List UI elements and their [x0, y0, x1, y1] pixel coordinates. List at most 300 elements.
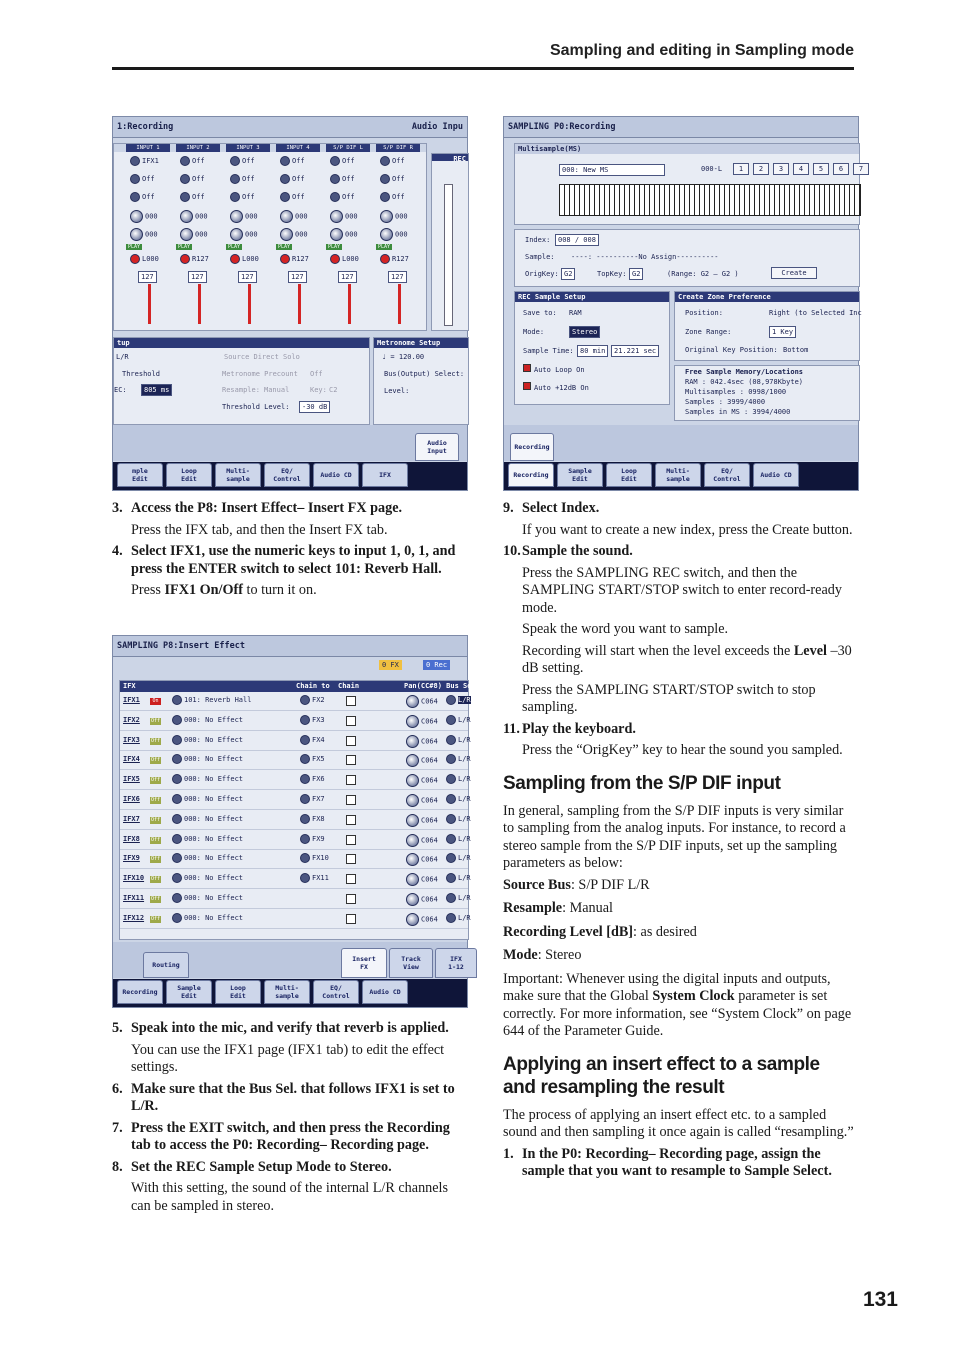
tab-eq-control[interactable]: EQ/ Control [264, 463, 310, 487]
param-recording-level: Recording Level [dB]: as desired [503, 923, 697, 940]
input-mixer-panel [113, 143, 427, 331]
select-arrow-icon [300, 853, 310, 863]
rec-sample-setup-panel: REC Sample Setup Save to: RAM Mode: Stereo Sample Time: 80 min 21.221 sec Auto Loop On Auto +12dB On [514, 291, 670, 405]
mixer-cell[interactable]: 000 [380, 210, 408, 223]
ifx-effect-select[interactable]: 000: No Effect [172, 814, 243, 824]
knob-icon [230, 156, 240, 166]
ifx-on-off-button[interactable]: Off [150, 777, 161, 784]
row-divider [120, 908, 468, 909]
tab-ifx-1-12[interactable]: IFX 1-12 [435, 948, 477, 978]
ms-number-button[interactable]: 3 [773, 163, 789, 175]
tab-multi-sample[interactable]: Multi- sample [655, 463, 701, 487]
chain-checkbox[interactable] [346, 736, 356, 746]
tab-recording[interactable]: Recording [117, 980, 163, 1004]
level-fader[interactable] [148, 284, 151, 324]
tab-audio-cd[interactable]: Audio CD [753, 463, 799, 487]
play-indicator: PLAY [378, 244, 391, 250]
select-arrow-icon [300, 715, 310, 725]
tab-mple-edit[interactable]: mple Edit [117, 463, 163, 487]
row-divider [120, 809, 468, 810]
chain-checkbox[interactable] [346, 775, 356, 785]
ifx-on-off-button[interactable]: Off [150, 896, 161, 902]
pan-value[interactable]: L000 [230, 254, 259, 264]
pan-knob-icon [406, 814, 419, 827]
chain-to-select[interactable]: FX4 [300, 735, 325, 745]
knob-icon [230, 192, 240, 202]
tab-eq-control[interactable]: EQ/ Control [704, 463, 750, 487]
mixer-cell[interactable]: Off [280, 192, 305, 202]
step-10-body-2: Speak the word you want to sample. [522, 621, 729, 637]
ifx-name: IFX2 [123, 715, 140, 724]
ifx-name: IFX8 [123, 834, 140, 843]
ifx-on-off-button[interactable]: Off [150, 856, 161, 863]
step-5-title: 5. Speak into the mic, and verify that reverb is applied. [112, 1020, 449, 1036]
heading-insert-resample: Applying an insert effect to a sample and resampling the result [503, 1053, 820, 1098]
ifx-name: IFX9 [123, 854, 140, 863]
knob-icon [380, 192, 390, 202]
tab-routing[interactable]: Routing [143, 952, 189, 978]
param-resample: Resample: Manual [503, 900, 613, 916]
upper-tab-strip [504, 425, 858, 461]
pan-knob-icon [406, 913, 419, 926]
pan-knob-icon [330, 254, 340, 264]
mixer-cell[interactable]: 000 [230, 210, 258, 223]
mixer-cell[interactable]: Off [230, 192, 255, 202]
mixer-cell[interactable]: Off [280, 174, 305, 184]
play-indicator: PLAY [178, 244, 191, 250]
knob-icon [130, 192, 140, 202]
chain-to-select[interactable]: FX5 [300, 754, 325, 764]
pan-value[interactable]: C064 [406, 913, 438, 926]
ifx-name: IFX4 [123, 755, 140, 764]
left-text-column [112, 500, 468, 604]
select-arrow-icon [172, 873, 182, 883]
tab-audio-cd[interactable]: Audio CD [313, 463, 359, 487]
mixer-cell[interactable]: Off [230, 156, 255, 166]
memory-row: Samples in MS : 3994/4000 [685, 408, 791, 416]
ms-number-button[interactable]: 2 [753, 163, 769, 175]
pan-knob-icon [280, 254, 290, 264]
select-arrow-icon [172, 794, 182, 804]
tab-multi-sample[interactable]: Multi- sample [264, 980, 310, 1004]
ifx-effect-select[interactable]: 000: No Effect [172, 715, 243, 725]
level-value[interactable]: 127 [188, 271, 207, 283]
bus-select[interactable]: L/R [446, 893, 471, 903]
chain-checkbox[interactable] [346, 894, 356, 904]
level-fader[interactable] [248, 284, 251, 324]
knob-icon [180, 174, 190, 184]
create-button[interactable]: Create [771, 267, 817, 279]
play-indicator: PLAY [278, 244, 291, 250]
chain-checkbox[interactable] [346, 795, 356, 805]
important-note: Important: Whenever using the digital inputs and outputs, make sure that the Global System Clock parameter is set correctly. For more information, see “System Clock” on page 644 of the Parameter Guide. [503, 970, 852, 1039]
step-6-title: 6. Make sure that the Bus Sel. that follows IFX1 is set to L/R. [112, 1080, 455, 1114]
ifx-on-off-button[interactable]: Off [150, 737, 161, 744]
row-divider [120, 789, 468, 790]
select-arrow-icon [300, 794, 310, 804]
level-fader[interactable] [348, 284, 351, 324]
chain-checkbox[interactable] [346, 835, 356, 845]
select-arrow-icon [300, 695, 310, 705]
mixer-cell[interactable]: Off [330, 156, 355, 166]
pan-value[interactable]: L000 [330, 254, 359, 264]
step-4-body: Press IFX1 On/Off to turn it on. [131, 582, 317, 598]
bus-select[interactable]: L/R [446, 695, 471, 705]
ifx-on-off-button[interactable]: Off [150, 816, 161, 823]
knob-icon [230, 228, 243, 241]
mixer-cell[interactable]: Off [180, 192, 205, 202]
knob-icon [330, 210, 343, 223]
ms-number-button[interactable]: 7 [853, 163, 869, 175]
mixer-cell[interactable]: Off [180, 156, 205, 166]
pan-knob-icon [406, 794, 419, 807]
tab-eq-control[interactable]: EQ/ Control [313, 980, 359, 1004]
tab-recording[interactable]: Recording [508, 463, 554, 487]
select-arrow-icon [172, 754, 182, 764]
select-arrow-icon [446, 853, 456, 863]
tab-sample-edit[interactable]: Sample Edit [166, 980, 212, 1004]
tab-sample-edit[interactable]: Sample Edit [557, 463, 603, 487]
mixer-cell[interactable]: Off [330, 174, 355, 184]
input-header: S/P DIF L [326, 144, 370, 152]
row-divider [120, 928, 468, 929]
tab-track-view[interactable]: Track View [389, 948, 433, 978]
tab-insert-fx[interactable]: Insert FX [341, 948, 387, 978]
knob-icon [380, 228, 393, 241]
pan-knob-icon [406, 735, 419, 748]
pan-value[interactable]: C064 [406, 853, 438, 866]
ifx-on-off-button[interactable]: Off [150, 717, 161, 724]
row-divider [120, 849, 468, 850]
mixer-cell[interactable]: 000 [280, 210, 308, 223]
step-4-title: 4. Select IFX1, use the numeric keys to input 1, 0, 1, and press the ENTER switch to select 101: Reverb Hall. [112, 543, 456, 577]
create-zone-panel: Create Zone Preference Position: Right (to Selected Inc Zone Range: 1 Key Original Key Position: Bottom [674, 291, 860, 361]
knob-icon [380, 156, 390, 166]
pan-knob-icon [406, 834, 419, 847]
pan-value[interactable]: C064 [406, 754, 438, 767]
pan-knob-icon [230, 254, 240, 264]
select-arrow-icon [172, 913, 182, 923]
tab-multi-sample[interactable]: Multi- sample [215, 463, 261, 487]
ifx-effect-select[interactable]: 000: No Effect [172, 794, 243, 804]
mixer-cell[interactable]: Off [380, 192, 405, 202]
mixer-cell[interactable]: Off [230, 174, 255, 184]
setup-panel: tup L/R Source Direct Solo Threshold Metronome Precount Off EC: 805 ms Resample: Manual Key: C2 Threshold Level: -30 dB [113, 337, 370, 425]
knob-icon [230, 174, 240, 184]
ifx-on-off-button[interactable]: Off [150, 797, 161, 803]
bus-select[interactable]: L/R [446, 834, 471, 844]
ifx-name: IFX12 [123, 913, 145, 922]
bus-select[interactable]: L/R [446, 774, 471, 784]
pan-value[interactable]: R127 [180, 254, 209, 264]
legend-off: 0 Rec [423, 660, 450, 670]
step-7-title: 7. Press the EXIT switch, and then press the Recording tab to access the P0: Recording– Recording page. [112, 1119, 450, 1153]
chain-to-select[interactable]: FX2 [300, 695, 325, 705]
mixer-cell[interactable]: 000 [130, 210, 158, 223]
knob-icon [280, 228, 293, 241]
mixer-cell[interactable]: Off [130, 192, 155, 202]
knob-icon [130, 156, 140, 166]
mixer-cell[interactable]: 000 [230, 228, 258, 241]
pan-knob-icon [180, 254, 190, 264]
knob-icon [280, 156, 290, 166]
insert-intro: The process of applying an insert effect etc. to a sampled sound and then sampling it once again is called “resampling.” [503, 1106, 854, 1140]
header-rule [112, 67, 854, 70]
ifx-name: IFX11 [123, 894, 145, 902]
ifx-effect-select[interactable]: 000: No Effect [172, 853, 243, 863]
screen-title: SAMPLING P0:Recording [504, 117, 858, 138]
memory-row: Multisamples : 0998/1000 [685, 388, 787, 396]
tab-audio-input[interactable]: Audio Input [415, 433, 459, 461]
select-arrow-icon [446, 754, 456, 764]
knob-icon [130, 174, 140, 184]
select-arrow-icon [300, 774, 310, 784]
ifx-effect-select[interactable]: 000: No Effect [172, 774, 243, 784]
level-value[interactable]: 127 [288, 271, 307, 283]
level-fader[interactable] [398, 284, 401, 324]
chain-to-select[interactable]: FX6 [300, 774, 325, 784]
step-9-title: 9. Select Index. [503, 500, 600, 516]
row-divider [120, 769, 468, 770]
knob-icon [230, 210, 243, 223]
ifx-name: IFX10 [123, 874, 145, 883]
mixer-cell[interactable]: 000 [180, 228, 208, 241]
mixer-cell[interactable]: 000 [130, 228, 158, 241]
ifx-on-off-button[interactable]: Off [150, 915, 161, 922]
select-arrow-icon [446, 893, 456, 903]
mixer-cell[interactable]: 000 [180, 210, 208, 223]
step-3-title: 3. Access the P8: Insert Effect– Insert FX page. [112, 500, 403, 516]
mixer-cell[interactable]: 000 [280, 228, 308, 241]
bus-select[interactable]: L/R [446, 913, 471, 923]
select-arrow-icon [172, 814, 182, 824]
rec-meter: REC [431, 153, 469, 331]
ifx-name: IFX6 [123, 795, 140, 803]
step-11-title: 11. Play the keyboard. [503, 720, 636, 737]
play-indicator: PLAY [128, 244, 141, 250]
ifx-panel: IFX Chain to Chain Pan(CC#8) Bus Sel IFX1 On 101: Reverb Hall FX2 C064 L/R IFX2 Off 000: No Effect FX3 C064 L/R IFX3 Off 000: No Effect FX4 C064 L/R IFX4 Off 000: No Effect FX5 C064 L/R IFX5 Off 000: No Effect FX6 C064 L/R IFX6 Off 000: No Effect FX7 C064 L/R IFX7 Off 000: No Effect FX8 C064 L/R IFX8 Off 000: No Effect FX9 C064 L/R IFX9 Off 000: No Effect FX10 C064 L/R IFX10 Off 000: No Effect FX11 C064 L/R IFX11 Off 000: No Effect C064 L/R IFX12 Off 000: No Effect C064 L/R [119, 680, 469, 940]
chain-checkbox[interactable] [346, 874, 356, 884]
knob-icon [330, 156, 340, 166]
knob-icon [380, 174, 390, 184]
level-value[interactable]: 127 [238, 271, 257, 283]
ifx-on-off-button[interactable]: On [150, 698, 161, 705]
screenshot-audio-input [112, 116, 468, 491]
knob-icon [180, 228, 193, 241]
bus-select[interactable]: L/R [446, 715, 471, 725]
ifx-on-off-button[interactable]: Off [150, 876, 161, 883]
ifx-effect-select[interactable]: 101: Reverb Hall [172, 695, 251, 705]
row-divider [120, 888, 468, 889]
row-divider [120, 730, 468, 731]
tab-loop-edit[interactable]: Loop Edit [166, 463, 212, 487]
screen-title: 1:Recording Audio Inpu [113, 117, 467, 138]
step-10-title: 10. Sample the sound. [503, 543, 633, 559]
pan-value[interactable]: L000 [130, 254, 159, 264]
mixer-cell[interactable]: 000 [380, 228, 408, 241]
input-header: INPUT 4 [276, 144, 320, 152]
chain-checkbox[interactable] [346, 815, 356, 825]
knob-icon [280, 174, 290, 184]
knob-icon [130, 228, 143, 241]
pan-value[interactable]: C064 [406, 774, 438, 787]
chain-to-select[interactable]: FX10 [300, 853, 329, 863]
level-value[interactable]: 127 [138, 271, 157, 283]
chain-checkbox[interactable] [346, 914, 356, 924]
play-indicator: PLAY [328, 244, 341, 250]
knob-icon [280, 210, 293, 223]
right-text-column [503, 500, 855, 1185]
tab-loop-edit[interactable]: Loop Edit [606, 463, 652, 487]
knob-icon [330, 228, 343, 241]
pan-value[interactable]: C064 [406, 735, 438, 748]
select-arrow-icon [446, 873, 456, 883]
pan-value[interactable]: C064 [406, 873, 438, 886]
row-divider [120, 829, 468, 830]
pan-value[interactable]: C064 [406, 834, 438, 847]
chain-to-select[interactable]: FX7 [300, 794, 325, 804]
input-header: INPUT 2 [176, 144, 220, 152]
chain-to-select[interactable]: FX11 [300, 873, 329, 883]
level-value[interactable]: 127 [388, 271, 407, 283]
mixer-cell[interactable]: 000 [330, 228, 358, 241]
tab-recording-sub[interactable]: Recording [510, 433, 554, 461]
param-mode: Mode: Stereo [503, 947, 582, 963]
knob-icon [330, 174, 340, 184]
step-3-body: Press the IFX tab, and then the Insert FX tab. [131, 521, 388, 538]
pan-value[interactable]: C064 [406, 893, 438, 906]
mixer-cell[interactable]: Off [180, 174, 205, 184]
select-arrow-icon [300, 735, 310, 745]
ifx-effect-select[interactable]: 000: No Effect [172, 834, 243, 844]
pan-knob-icon [406, 873, 419, 886]
ifx-name: IFX1 [123, 696, 140, 704]
keyboard-display [559, 184, 861, 216]
pan-knob-icon [380, 254, 390, 264]
upper-tab-strip [113, 942, 467, 978]
select-arrow-icon [300, 754, 310, 764]
select-arrow-icon [172, 715, 182, 725]
play-indicator: PLAY [228, 244, 241, 250]
pan-value[interactable]: R127 [280, 254, 309, 264]
level-fader[interactable] [298, 284, 301, 324]
mixer-cell[interactable]: Off [330, 192, 355, 202]
bus-select[interactable]: L/R [446, 794, 471, 804]
param-source-bus: Source Bus: S/P DIF L/R [503, 876, 650, 893]
ms-number-button[interactable]: 6 [833, 163, 849, 175]
screen-title: SAMPLING P8:Insert Effect [113, 636, 467, 657]
ifx-effect-select[interactable]: 000: No Effect [172, 735, 243, 745]
chain-checkbox[interactable] [346, 755, 356, 765]
spdif-intro: In general, sampling from the S/P DIF inputs is very similar to sampling from the analog inputs. For instance, to record a stereo sample from the S/P DIF inputs, set up the sampling parameters as below: [503, 802, 846, 871]
select-arrow-icon [300, 814, 310, 824]
knob-icon [180, 192, 190, 202]
tab-loop-edit[interactable]: Loop Edit [215, 980, 261, 1004]
bus-select[interactable]: L/R [446, 853, 471, 863]
input-header: S/P DIF R [376, 144, 420, 152]
ifx-on-off-button[interactable]: Off [150, 836, 161, 843]
ms-number-button[interactable]: 4 [793, 163, 809, 175]
mixer-cell[interactable]: 000 [330, 210, 358, 223]
input-header: INPUT 3 [226, 144, 270, 152]
mixer-cell[interactable]: IFX1 [130, 156, 159, 166]
screenshot-insert-effect [112, 635, 476, 1008]
heading-spdif: Sampling from the S/P DIF input [503, 772, 781, 794]
ifx-on-off-button[interactable]: Off [150, 757, 161, 764]
row-divider [120, 750, 468, 751]
metronome-panel: Metronome Setup ♩ = 120.00 Bus(Output) Select: Level: [373, 337, 469, 425]
bus-select[interactable]: L/R [446, 754, 471, 764]
chain-to-select[interactable]: FX8 [300, 814, 325, 824]
bus-select[interactable]: L/R [446, 814, 471, 824]
left-text-column-lower [112, 1020, 468, 1219]
tab-audio-cd[interactable]: Audio CD [362, 980, 408, 1004]
mixer-cell[interactable]: Off [130, 174, 155, 184]
pan-value[interactable]: R127 [380, 254, 409, 264]
ifx-effect-select[interactable]: 000: No Effect [172, 754, 243, 764]
pan-value[interactable]: C064 [406, 695, 438, 708]
step-10-body-1: Press the SAMPLING REC switch, and then the SAMPLING START/STOP switch to enter record-ready mode. [522, 564, 842, 616]
bus-select[interactable]: L/R [446, 735, 471, 745]
memory-row: RAM : 042.4sec (08,978Kbyte) [685, 378, 804, 386]
ifx-name: IFX7 [123, 814, 140, 823]
chain-checkbox[interactable] [346, 716, 356, 726]
ifx-effect-select[interactable]: 000: No Effect [172, 913, 243, 923]
chain-to-select[interactable]: FX9 [300, 834, 325, 844]
pan-value[interactable]: C064 [406, 715, 438, 728]
multisample-panel: Multisample(MS) 000: New MS 000-L 1 2 3 4 5 6 7 [514, 143, 860, 225]
level-value[interactable]: 127 [338, 271, 357, 283]
chain-to-select[interactable]: FX3 [300, 715, 325, 725]
pan-value[interactable]: C064 [406, 814, 438, 827]
step-10-body-4: Press the SAMPLING START/STOP switch to stop sampling. [522, 681, 816, 715]
select-arrow-icon [446, 834, 456, 844]
select-arrow-icon [446, 715, 456, 725]
bus-select[interactable]: L/R [446, 873, 471, 883]
select-arrow-icon [446, 774, 456, 784]
select-arrow-icon [446, 814, 456, 824]
mixer-cell[interactable]: Off [280, 156, 305, 166]
mixer-cell[interactable]: Off [380, 156, 405, 166]
pan-knob-icon [406, 715, 419, 728]
step-1-title: 1. In the P0: Recording– Recording page, assign the sample that you want to resample to Sample Select. [503, 1145, 832, 1179]
ifx-effect-select[interactable]: 000: No Effect [172, 873, 243, 883]
chain-checkbox[interactable] [346, 696, 356, 706]
ifx-effect-select[interactable]: 000: No Effect [172, 893, 243, 903]
select-arrow-icon [446, 735, 456, 745]
ms-number-button[interactable]: 1 [733, 163, 749, 175]
pan-knob-icon [406, 754, 419, 767]
knob-icon [380, 210, 393, 223]
index-panel: Index: 008 / 008 Sample: ----: ----------No Assign---------- OrigKey: G2 TopKey: G2 (Range: G2 – G2 ) Create [514, 229, 860, 287]
mixer-cell[interactable]: Off [380, 174, 405, 184]
select-arrow-icon [446, 794, 456, 804]
ms-number-button[interactable]: 5 [813, 163, 829, 175]
select-arrow-icon [172, 893, 182, 903]
pan-knob-icon [406, 893, 419, 906]
select-arrow-icon [300, 873, 310, 883]
step-11-body: Press the “OrigKey” key to hear the sound you sampled. [522, 742, 843, 758]
screenshot-recording [503, 116, 864, 491]
step-8-title: 8. Set the REC Sample Setup Mode to Stereo. [112, 1158, 392, 1175]
pan-value[interactable]: C064 [406, 794, 438, 807]
level-fader[interactable] [198, 284, 201, 324]
tab-ifx[interactable]: IFX [362, 463, 408, 487]
chain-checkbox[interactable] [346, 854, 356, 864]
step-9-body: If you want to create a new index, press the Create button. [522, 521, 853, 538]
select-arrow-icon [172, 834, 182, 844]
select-arrow-icon [172, 735, 182, 745]
